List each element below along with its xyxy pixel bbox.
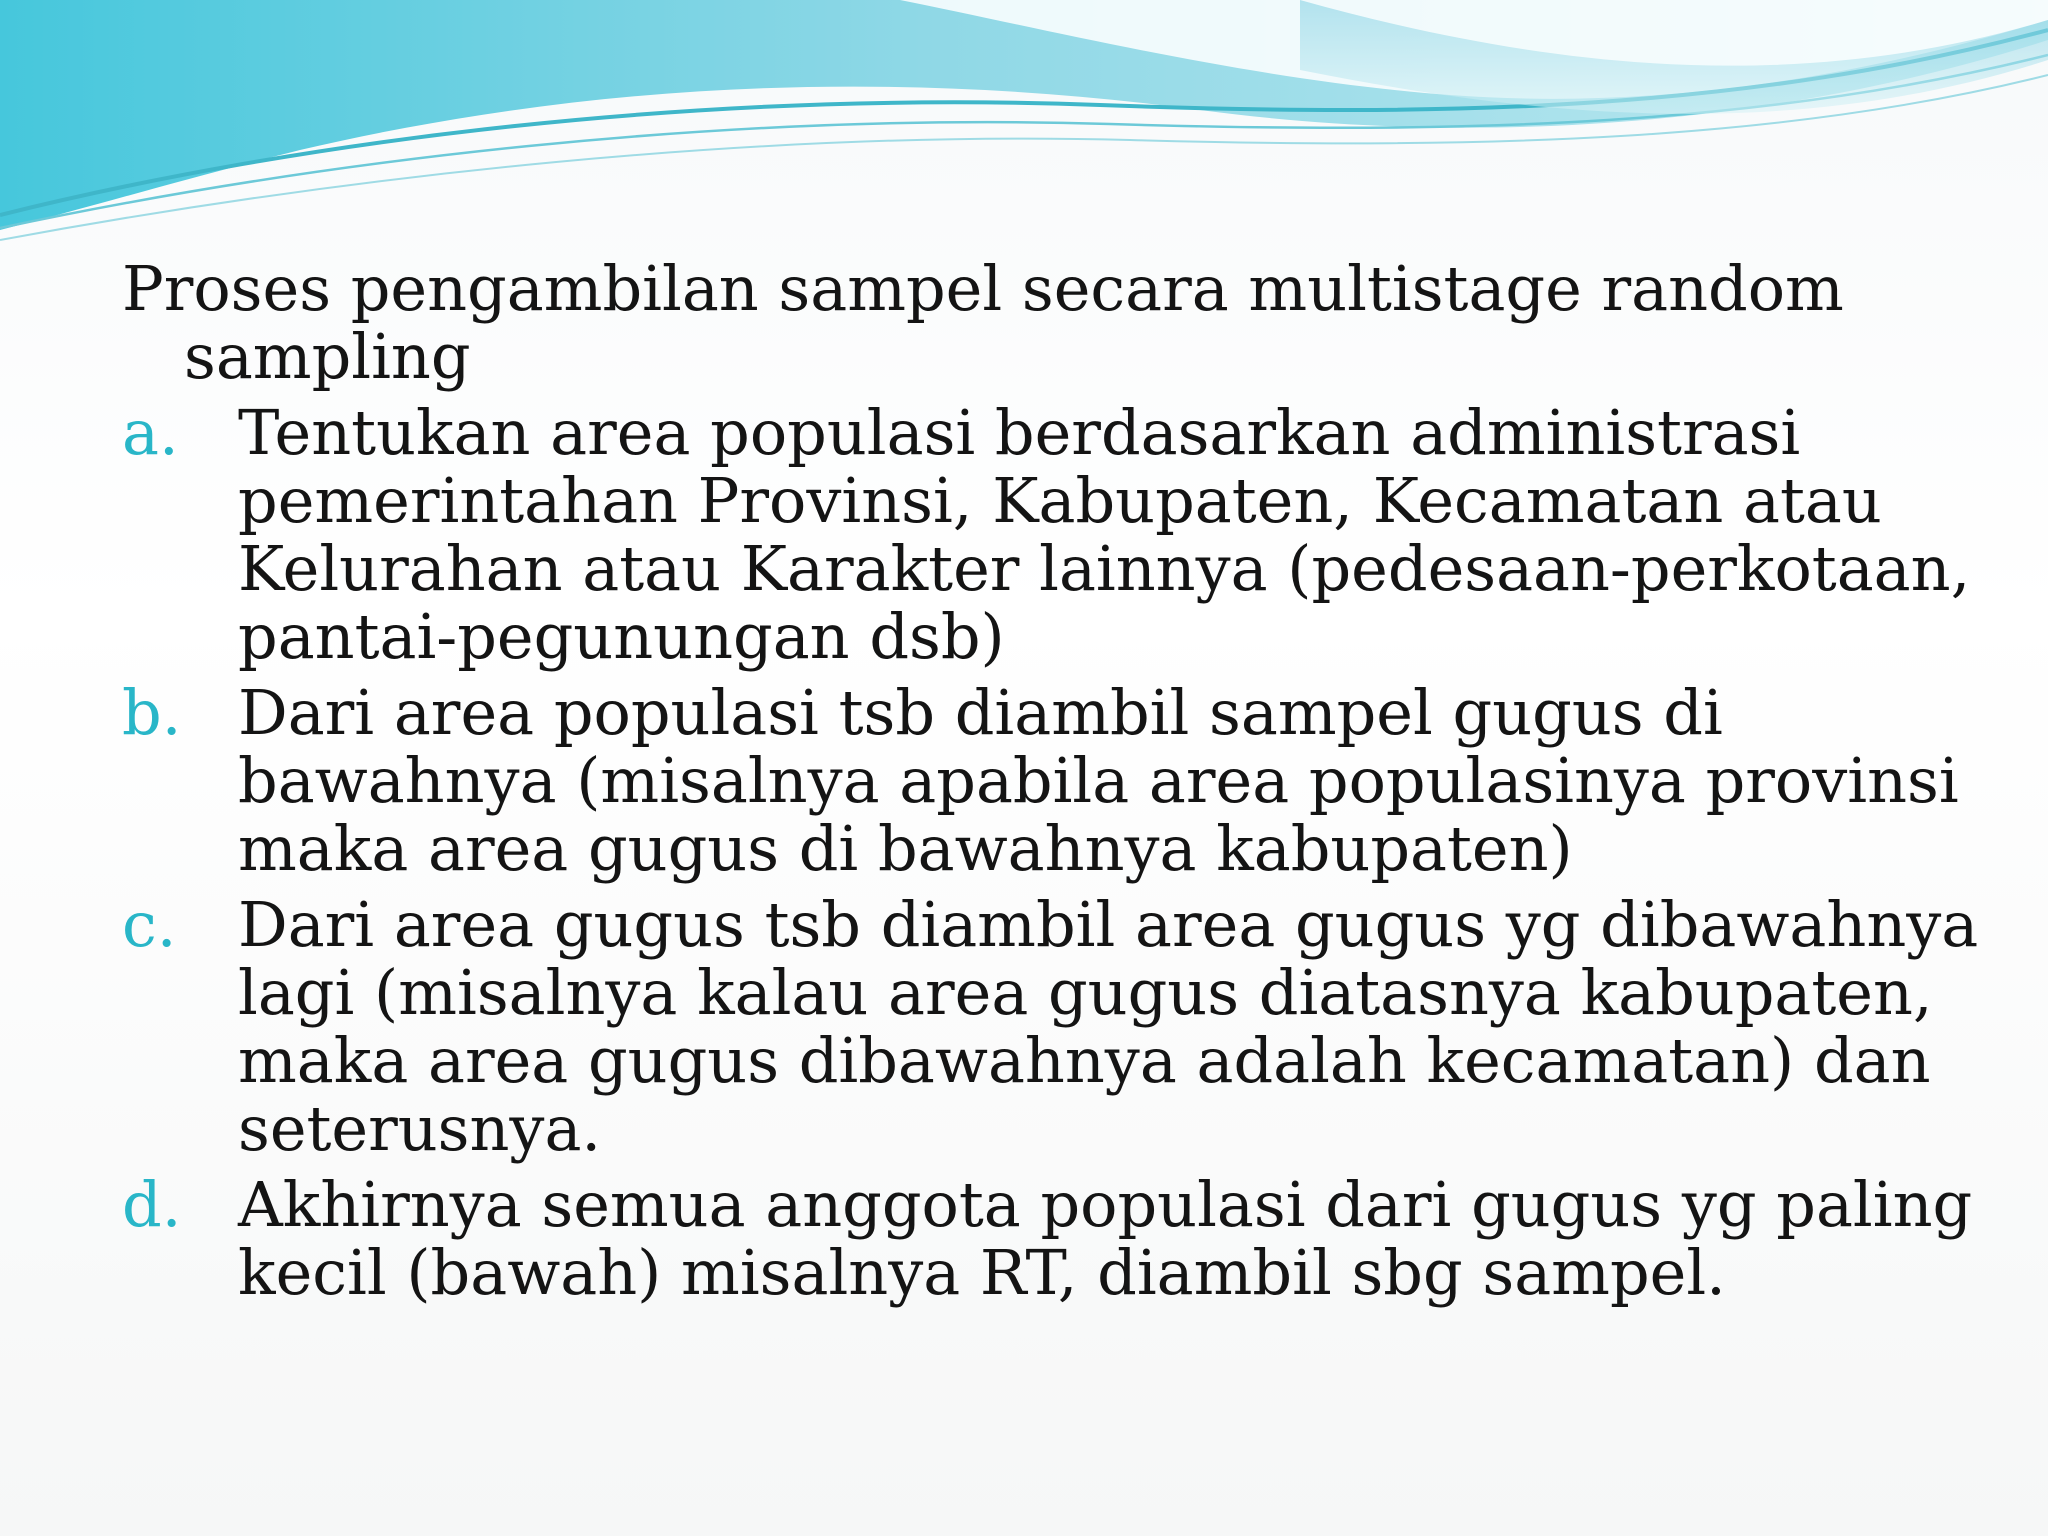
list-item <box>122 1168 1982 1309</box>
slide-content <box>122 252 1982 1315</box>
list-marker: a. <box>122 396 179 469</box>
list-item <box>122 676 1982 885</box>
list-item-text: Dari area gugus tsb diambil area gugus yg dibawahnya lagi (misalnya kalau area gugus diatasnya kabupaten, maka area gugus dibawahnya adalah kecamatan) dan seterusnya. <box>238 888 1979 1165</box>
list-item-text: Akhirnya semua anggota populasi dari gugus yg paling kecil (bawah) misalnya RT, diambil sbg sampel. <box>238 1168 1973 1309</box>
list-item <box>122 396 1982 673</box>
list-item-text: Dari area populasi tsb diambil sampel gugus di bawahnya (misalnya apabila area populasinya provinsi maka area gugus di bawahnya kabupaten) <box>238 676 1959 885</box>
list-marker: d. <box>122 1168 182 1241</box>
wave-banner-decoration <box>0 0 2048 260</box>
list-marker: c. <box>122 888 177 961</box>
intro-text: Proses pengambilan sampel secara multistage random sampling <box>122 252 1844 393</box>
list-marker: b. <box>122 676 182 749</box>
steps-list <box>122 396 1982 1309</box>
list-item-text: Tentukan area populasi berdasarkan administrasi pemerintahan Provinsi, Kabupaten, Kecamatan atau Kelurahan atau Karakter lainnya (pedesaan-perkotaan, pantai-pegunungan dsb) <box>238 396 1971 673</box>
list-item <box>122 888 1982 1165</box>
